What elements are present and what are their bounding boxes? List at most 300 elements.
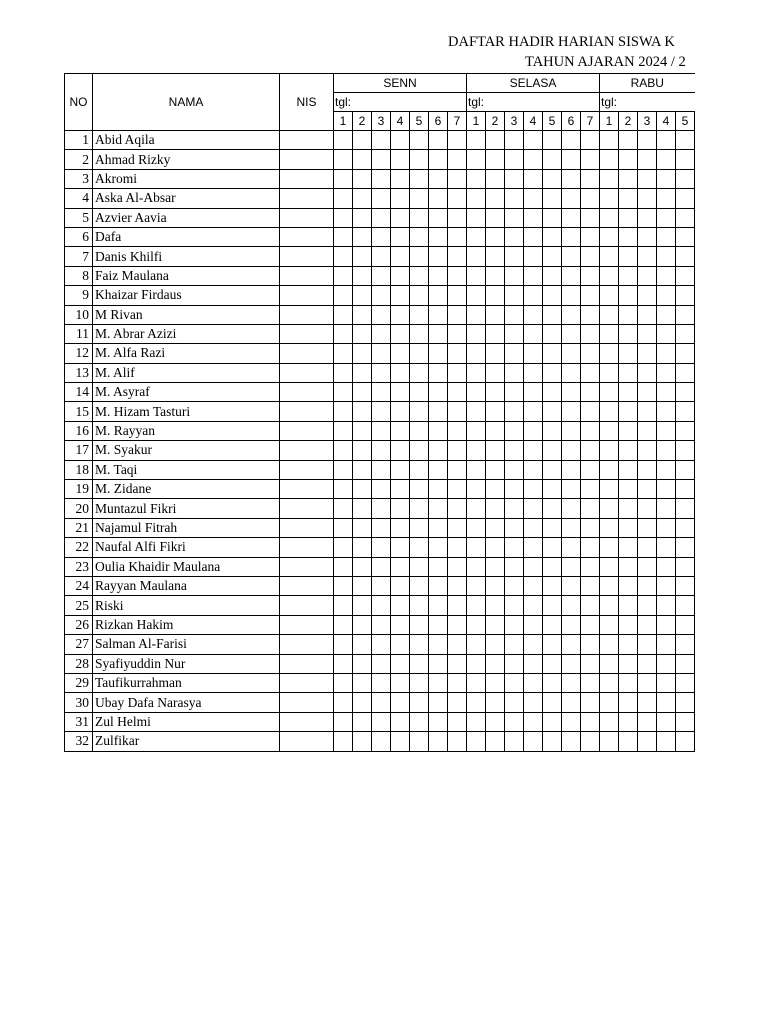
- attendance-cell[interactable]: [353, 673, 372, 692]
- attendance-cell[interactable]: [448, 169, 467, 188]
- attendance-cell[interactable]: [334, 421, 353, 440]
- attendance-cell[interactable]: [467, 460, 486, 479]
- attendance-cell[interactable]: [676, 654, 695, 673]
- attendance-cell[interactable]: [467, 693, 486, 712]
- attendance-cell[interactable]: [562, 596, 581, 615]
- attendance-cell[interactable]: [372, 712, 391, 731]
- attendance-cell[interactable]: [543, 499, 562, 518]
- attendance-cell[interactable]: [505, 538, 524, 557]
- attendance-cell[interactable]: [505, 266, 524, 285]
- attendance-cell[interactable]: [676, 693, 695, 712]
- attendance-cell[interactable]: [657, 499, 676, 518]
- attendance-cell[interactable]: [657, 615, 676, 634]
- attendance-cell[interactable]: [353, 518, 372, 537]
- attendance-cell[interactable]: [676, 596, 695, 615]
- attendance-cell[interactable]: [562, 635, 581, 654]
- attendance-cell[interactable]: [676, 499, 695, 518]
- attendance-cell[interactable]: [638, 363, 657, 382]
- attendance-cell[interactable]: [524, 383, 543, 402]
- attendance-cell[interactable]: [467, 538, 486, 557]
- attendance-cell[interactable]: [467, 286, 486, 305]
- attendance-cell[interactable]: [429, 635, 448, 654]
- attendance-cell[interactable]: [391, 266, 410, 285]
- attendance-cell[interactable]: [391, 596, 410, 615]
- attendance-cell[interactable]: [448, 305, 467, 324]
- attendance-cell[interactable]: [410, 596, 429, 615]
- attendance-cell[interactable]: [410, 615, 429, 634]
- attendance-cell[interactable]: [372, 673, 391, 692]
- attendance-cell[interactable]: [353, 344, 372, 363]
- attendance-cell[interactable]: [619, 460, 638, 479]
- attendance-cell[interactable]: [505, 460, 524, 479]
- attendance-cell[interactable]: [410, 518, 429, 537]
- attendance-cell[interactable]: [448, 732, 467, 751]
- attendance-cell[interactable]: [600, 460, 619, 479]
- attendance-cell[interactable]: [448, 654, 467, 673]
- attendance-cell[interactable]: [543, 286, 562, 305]
- attendance-cell[interactable]: [353, 576, 372, 595]
- attendance-cell[interactable]: [600, 363, 619, 382]
- attendance-cell[interactable]: [505, 227, 524, 246]
- attendance-cell[interactable]: [524, 247, 543, 266]
- attendance-cell[interactable]: [391, 693, 410, 712]
- attendance-cell[interactable]: [600, 538, 619, 557]
- student-nis-cell[interactable]: [280, 363, 334, 382]
- attendance-cell[interactable]: [600, 247, 619, 266]
- attendance-cell[interactable]: [334, 324, 353, 343]
- attendance-cell[interactable]: [372, 654, 391, 673]
- attendance-cell[interactable]: [619, 286, 638, 305]
- attendance-cell[interactable]: [657, 305, 676, 324]
- attendance-cell[interactable]: [391, 150, 410, 169]
- attendance-cell[interactable]: [410, 732, 429, 751]
- attendance-cell[interactable]: [410, 557, 429, 576]
- attendance-cell[interactable]: [676, 615, 695, 634]
- attendance-cell[interactable]: [543, 693, 562, 712]
- attendance-cell[interactable]: [486, 266, 505, 285]
- attendance-cell[interactable]: [505, 383, 524, 402]
- attendance-cell[interactable]: [562, 344, 581, 363]
- attendance-cell[interactable]: [486, 518, 505, 537]
- attendance-cell[interactable]: [353, 150, 372, 169]
- attendance-cell[interactable]: [638, 227, 657, 246]
- attendance-cell[interactable]: [353, 305, 372, 324]
- student-nis-cell[interactable]: [280, 189, 334, 208]
- attendance-cell[interactable]: [524, 421, 543, 440]
- attendance-cell[interactable]: [619, 324, 638, 343]
- attendance-cell[interactable]: [429, 693, 448, 712]
- attendance-cell[interactable]: [448, 247, 467, 266]
- attendance-cell[interactable]: [505, 673, 524, 692]
- attendance-cell[interactable]: [391, 441, 410, 460]
- attendance-cell[interactable]: [467, 596, 486, 615]
- attendance-cell[interactable]: [505, 169, 524, 188]
- attendance-cell[interactable]: [372, 635, 391, 654]
- attendance-cell[interactable]: [543, 654, 562, 673]
- attendance-cell[interactable]: [410, 169, 429, 188]
- attendance-cell[interactable]: [486, 305, 505, 324]
- student-nis-cell[interactable]: [280, 402, 334, 421]
- attendance-cell[interactable]: [334, 266, 353, 285]
- attendance-cell[interactable]: [562, 189, 581, 208]
- attendance-cell[interactable]: [429, 402, 448, 421]
- attendance-cell[interactable]: [486, 732, 505, 751]
- attendance-cell[interactable]: [372, 344, 391, 363]
- attendance-cell[interactable]: [391, 402, 410, 421]
- attendance-cell[interactable]: [391, 286, 410, 305]
- attendance-cell[interactable]: [581, 576, 600, 595]
- attendance-cell[interactable]: [448, 576, 467, 595]
- attendance-cell[interactable]: [581, 286, 600, 305]
- attendance-cell[interactable]: [448, 712, 467, 731]
- attendance-cell[interactable]: [581, 499, 600, 518]
- attendance-cell[interactable]: [429, 615, 448, 634]
- attendance-cell[interactable]: [543, 615, 562, 634]
- attendance-cell[interactable]: [448, 441, 467, 460]
- attendance-cell[interactable]: [429, 576, 448, 595]
- attendance-cell[interactable]: [372, 169, 391, 188]
- attendance-cell[interactable]: [657, 421, 676, 440]
- attendance-cell[interactable]: [429, 305, 448, 324]
- attendance-cell[interactable]: [372, 150, 391, 169]
- attendance-cell[interactable]: [619, 673, 638, 692]
- attendance-cell[interactable]: [562, 150, 581, 169]
- attendance-cell[interactable]: [391, 131, 410, 150]
- attendance-cell[interactable]: [429, 131, 448, 150]
- attendance-cell[interactable]: [486, 576, 505, 595]
- attendance-cell[interactable]: [600, 131, 619, 150]
- attendance-cell[interactable]: [391, 615, 410, 634]
- attendance-cell[interactable]: [467, 441, 486, 460]
- attendance-cell[interactable]: [486, 499, 505, 518]
- attendance-cell[interactable]: [619, 596, 638, 615]
- student-nis-cell[interactable]: [280, 518, 334, 537]
- attendance-cell[interactable]: [391, 344, 410, 363]
- attendance-cell[interactable]: [543, 131, 562, 150]
- attendance-cell[interactable]: [410, 673, 429, 692]
- attendance-cell[interactable]: [467, 247, 486, 266]
- attendance-cell[interactable]: [581, 402, 600, 421]
- attendance-cell[interactable]: [353, 732, 372, 751]
- attendance-cell[interactable]: [353, 363, 372, 382]
- attendance-cell[interactable]: [448, 208, 467, 227]
- attendance-cell[interactable]: [619, 131, 638, 150]
- attendance-cell[interactable]: [448, 266, 467, 285]
- attendance-cell[interactable]: [600, 189, 619, 208]
- attendance-cell[interactable]: [334, 576, 353, 595]
- attendance-cell[interactable]: [410, 305, 429, 324]
- attendance-cell[interactable]: [410, 344, 429, 363]
- attendance-cell[interactable]: [486, 383, 505, 402]
- attendance-cell[interactable]: [410, 247, 429, 266]
- attendance-cell[interactable]: [600, 693, 619, 712]
- attendance-cell[interactable]: [353, 247, 372, 266]
- student-nis-cell[interactable]: [280, 131, 334, 150]
- attendance-cell[interactable]: [448, 499, 467, 518]
- student-nis-cell[interactable]: [280, 615, 334, 634]
- attendance-cell[interactable]: [353, 460, 372, 479]
- attendance-cell[interactable]: [467, 673, 486, 692]
- attendance-cell[interactable]: [657, 712, 676, 731]
- student-nis-cell[interactable]: [280, 208, 334, 227]
- attendance-cell[interactable]: [391, 732, 410, 751]
- attendance-cell[interactable]: [505, 286, 524, 305]
- attendance-cell[interactable]: [391, 557, 410, 576]
- attendance-cell[interactable]: [581, 208, 600, 227]
- attendance-cell[interactable]: [353, 712, 372, 731]
- student-nis-cell[interactable]: [280, 732, 334, 751]
- attendance-cell[interactable]: [676, 712, 695, 731]
- attendance-cell[interactable]: [429, 169, 448, 188]
- attendance-cell[interactable]: [619, 480, 638, 499]
- attendance-cell[interactable]: [353, 538, 372, 557]
- attendance-cell[interactable]: [486, 712, 505, 731]
- attendance-cell[interactable]: [486, 480, 505, 499]
- attendance-cell[interactable]: [581, 324, 600, 343]
- attendance-cell[interactable]: [676, 441, 695, 460]
- attendance-cell[interactable]: [524, 596, 543, 615]
- attendance-cell[interactable]: [524, 131, 543, 150]
- attendance-cell[interactable]: [448, 189, 467, 208]
- student-nis-cell[interactable]: [280, 596, 334, 615]
- attendance-cell[interactable]: [657, 538, 676, 557]
- student-nis-cell[interactable]: [280, 305, 334, 324]
- attendance-cell[interactable]: [657, 363, 676, 382]
- attendance-cell[interactable]: [524, 305, 543, 324]
- attendance-cell[interactable]: [543, 673, 562, 692]
- attendance-cell[interactable]: [391, 654, 410, 673]
- attendance-cell[interactable]: [334, 654, 353, 673]
- attendance-cell[interactable]: [543, 480, 562, 499]
- attendance-cell[interactable]: [638, 150, 657, 169]
- attendance-cell[interactable]: [562, 363, 581, 382]
- attendance-cell[interactable]: [410, 402, 429, 421]
- attendance-cell[interactable]: [676, 557, 695, 576]
- attendance-cell[interactable]: [619, 402, 638, 421]
- attendance-cell[interactable]: [524, 363, 543, 382]
- attendance-cell[interactable]: [467, 189, 486, 208]
- attendance-cell[interactable]: [391, 499, 410, 518]
- attendance-cell[interactable]: [410, 635, 429, 654]
- attendance-cell[interactable]: [543, 150, 562, 169]
- attendance-cell[interactable]: [600, 383, 619, 402]
- attendance-cell[interactable]: [543, 208, 562, 227]
- attendance-cell[interactable]: [657, 286, 676, 305]
- attendance-cell[interactable]: [676, 518, 695, 537]
- attendance-cell[interactable]: [676, 732, 695, 751]
- attendance-cell[interactable]: [505, 615, 524, 634]
- attendance-cell[interactable]: [638, 286, 657, 305]
- attendance-cell[interactable]: [372, 576, 391, 595]
- attendance-cell[interactable]: [600, 712, 619, 731]
- attendance-cell[interactable]: [676, 189, 695, 208]
- attendance-cell[interactable]: [410, 441, 429, 460]
- attendance-cell[interactable]: [676, 305, 695, 324]
- attendance-cell[interactable]: [581, 712, 600, 731]
- attendance-cell[interactable]: [372, 286, 391, 305]
- attendance-cell[interactable]: [524, 615, 543, 634]
- attendance-cell[interactable]: [486, 538, 505, 557]
- attendance-cell[interactable]: [505, 402, 524, 421]
- attendance-cell[interactable]: [524, 712, 543, 731]
- attendance-cell[interactable]: [467, 150, 486, 169]
- attendance-cell[interactable]: [486, 324, 505, 343]
- attendance-cell[interactable]: [334, 460, 353, 479]
- attendance-cell[interactable]: [391, 324, 410, 343]
- attendance-cell[interactable]: [600, 344, 619, 363]
- attendance-cell[interactable]: [353, 654, 372, 673]
- attendance-cell[interactable]: [524, 208, 543, 227]
- attendance-cell[interactable]: [353, 131, 372, 150]
- attendance-cell[interactable]: [429, 227, 448, 246]
- attendance-cell[interactable]: [638, 673, 657, 692]
- attendance-cell[interactable]: [334, 344, 353, 363]
- attendance-cell[interactable]: [410, 693, 429, 712]
- attendance-cell[interactable]: [429, 208, 448, 227]
- attendance-cell[interactable]: [562, 518, 581, 537]
- attendance-cell[interactable]: [467, 324, 486, 343]
- attendance-cell[interactable]: [372, 383, 391, 402]
- attendance-cell[interactable]: [581, 247, 600, 266]
- attendance-cell[interactable]: [410, 131, 429, 150]
- attendance-cell[interactable]: [581, 596, 600, 615]
- attendance-cell[interactable]: [676, 460, 695, 479]
- attendance-cell[interactable]: [429, 712, 448, 731]
- attendance-cell[interactable]: [524, 673, 543, 692]
- attendance-cell[interactable]: [391, 460, 410, 479]
- attendance-cell[interactable]: [353, 499, 372, 518]
- attendance-cell[interactable]: [486, 247, 505, 266]
- attendance-cell[interactable]: [676, 383, 695, 402]
- attendance-cell[interactable]: [467, 363, 486, 382]
- attendance-cell[interactable]: [429, 266, 448, 285]
- attendance-cell[interactable]: [543, 189, 562, 208]
- student-nis-cell[interactable]: [280, 693, 334, 712]
- attendance-cell[interactable]: [448, 673, 467, 692]
- attendance-cell[interactable]: [505, 557, 524, 576]
- attendance-cell[interactable]: [524, 460, 543, 479]
- attendance-cell[interactable]: [486, 557, 505, 576]
- attendance-cell[interactable]: [467, 576, 486, 595]
- attendance-cell[interactable]: [505, 305, 524, 324]
- attendance-cell[interactable]: [334, 712, 353, 731]
- attendance-cell[interactable]: [657, 635, 676, 654]
- attendance-cell[interactable]: [334, 673, 353, 692]
- attendance-cell[interactable]: [619, 693, 638, 712]
- attendance-cell[interactable]: [429, 441, 448, 460]
- attendance-cell[interactable]: [657, 693, 676, 712]
- attendance-cell[interactable]: [353, 266, 372, 285]
- attendance-cell[interactable]: [676, 286, 695, 305]
- attendance-cell[interactable]: [467, 712, 486, 731]
- attendance-cell[interactable]: [676, 673, 695, 692]
- attendance-cell[interactable]: [410, 208, 429, 227]
- attendance-cell[interactable]: [429, 383, 448, 402]
- attendance-cell[interactable]: [410, 480, 429, 499]
- attendance-cell[interactable]: [467, 131, 486, 150]
- attendance-cell[interactable]: [657, 324, 676, 343]
- student-nis-cell[interactable]: [280, 460, 334, 479]
- attendance-cell[interactable]: [334, 480, 353, 499]
- attendance-cell[interactable]: [505, 518, 524, 537]
- attendance-cell[interactable]: [600, 654, 619, 673]
- attendance-cell[interactable]: [505, 693, 524, 712]
- attendance-cell[interactable]: [486, 441, 505, 460]
- attendance-cell[interactable]: [638, 576, 657, 595]
- attendance-cell[interactable]: [562, 712, 581, 731]
- attendance-cell[interactable]: [410, 189, 429, 208]
- attendance-cell[interactable]: [391, 189, 410, 208]
- attendance-cell[interactable]: [372, 499, 391, 518]
- attendance-cell[interactable]: [372, 324, 391, 343]
- attendance-cell[interactable]: [581, 460, 600, 479]
- attendance-cell[interactable]: [353, 693, 372, 712]
- attendance-cell[interactable]: [524, 732, 543, 751]
- attendance-cell[interactable]: [524, 169, 543, 188]
- student-nis-cell[interactable]: [280, 266, 334, 285]
- attendance-cell[interactable]: [543, 732, 562, 751]
- attendance-cell[interactable]: [505, 421, 524, 440]
- attendance-cell[interactable]: [600, 732, 619, 751]
- attendance-cell[interactable]: [391, 421, 410, 440]
- attendance-cell[interactable]: [486, 227, 505, 246]
- attendance-cell[interactable]: [562, 460, 581, 479]
- attendance-cell[interactable]: [372, 363, 391, 382]
- student-nis-cell[interactable]: [280, 421, 334, 440]
- attendance-cell[interactable]: [334, 286, 353, 305]
- attendance-cell[interactable]: [619, 150, 638, 169]
- attendance-cell[interactable]: [638, 344, 657, 363]
- attendance-cell[interactable]: [391, 518, 410, 537]
- attendance-cell[interactable]: [543, 712, 562, 731]
- attendance-cell[interactable]: [581, 266, 600, 285]
- attendance-cell[interactable]: [372, 441, 391, 460]
- attendance-cell[interactable]: [581, 363, 600, 382]
- attendance-cell[interactable]: [562, 480, 581, 499]
- attendance-cell[interactable]: [372, 518, 391, 537]
- attendance-cell[interactable]: [410, 150, 429, 169]
- attendance-cell[interactable]: [638, 615, 657, 634]
- attendance-cell[interactable]: [448, 480, 467, 499]
- attendance-cell[interactable]: [543, 169, 562, 188]
- attendance-cell[interactable]: [334, 383, 353, 402]
- attendance-cell[interactable]: [391, 305, 410, 324]
- attendance-cell[interactable]: [467, 732, 486, 751]
- attendance-cell[interactable]: [619, 654, 638, 673]
- attendance-cell[interactable]: [505, 480, 524, 499]
- attendance-cell[interactable]: [334, 131, 353, 150]
- attendance-cell[interactable]: [524, 286, 543, 305]
- attendance-cell[interactable]: [448, 596, 467, 615]
- attendance-cell[interactable]: [486, 460, 505, 479]
- attendance-cell[interactable]: [581, 169, 600, 188]
- attendance-cell[interactable]: [486, 421, 505, 440]
- attendance-cell[interactable]: [353, 596, 372, 615]
- attendance-cell[interactable]: [410, 460, 429, 479]
- attendance-cell[interactable]: [391, 673, 410, 692]
- attendance-cell[interactable]: [676, 402, 695, 421]
- attendance-cell[interactable]: [429, 557, 448, 576]
- attendance-cell[interactable]: [676, 247, 695, 266]
- attendance-cell[interactable]: [391, 363, 410, 382]
- attendance-cell[interactable]: [562, 654, 581, 673]
- attendance-cell[interactable]: [581, 441, 600, 460]
- attendance-cell[interactable]: [467, 499, 486, 518]
- attendance-cell[interactable]: [562, 247, 581, 266]
- attendance-cell[interactable]: [448, 557, 467, 576]
- attendance-cell[interactable]: [657, 732, 676, 751]
- attendance-cell[interactable]: [600, 441, 619, 460]
